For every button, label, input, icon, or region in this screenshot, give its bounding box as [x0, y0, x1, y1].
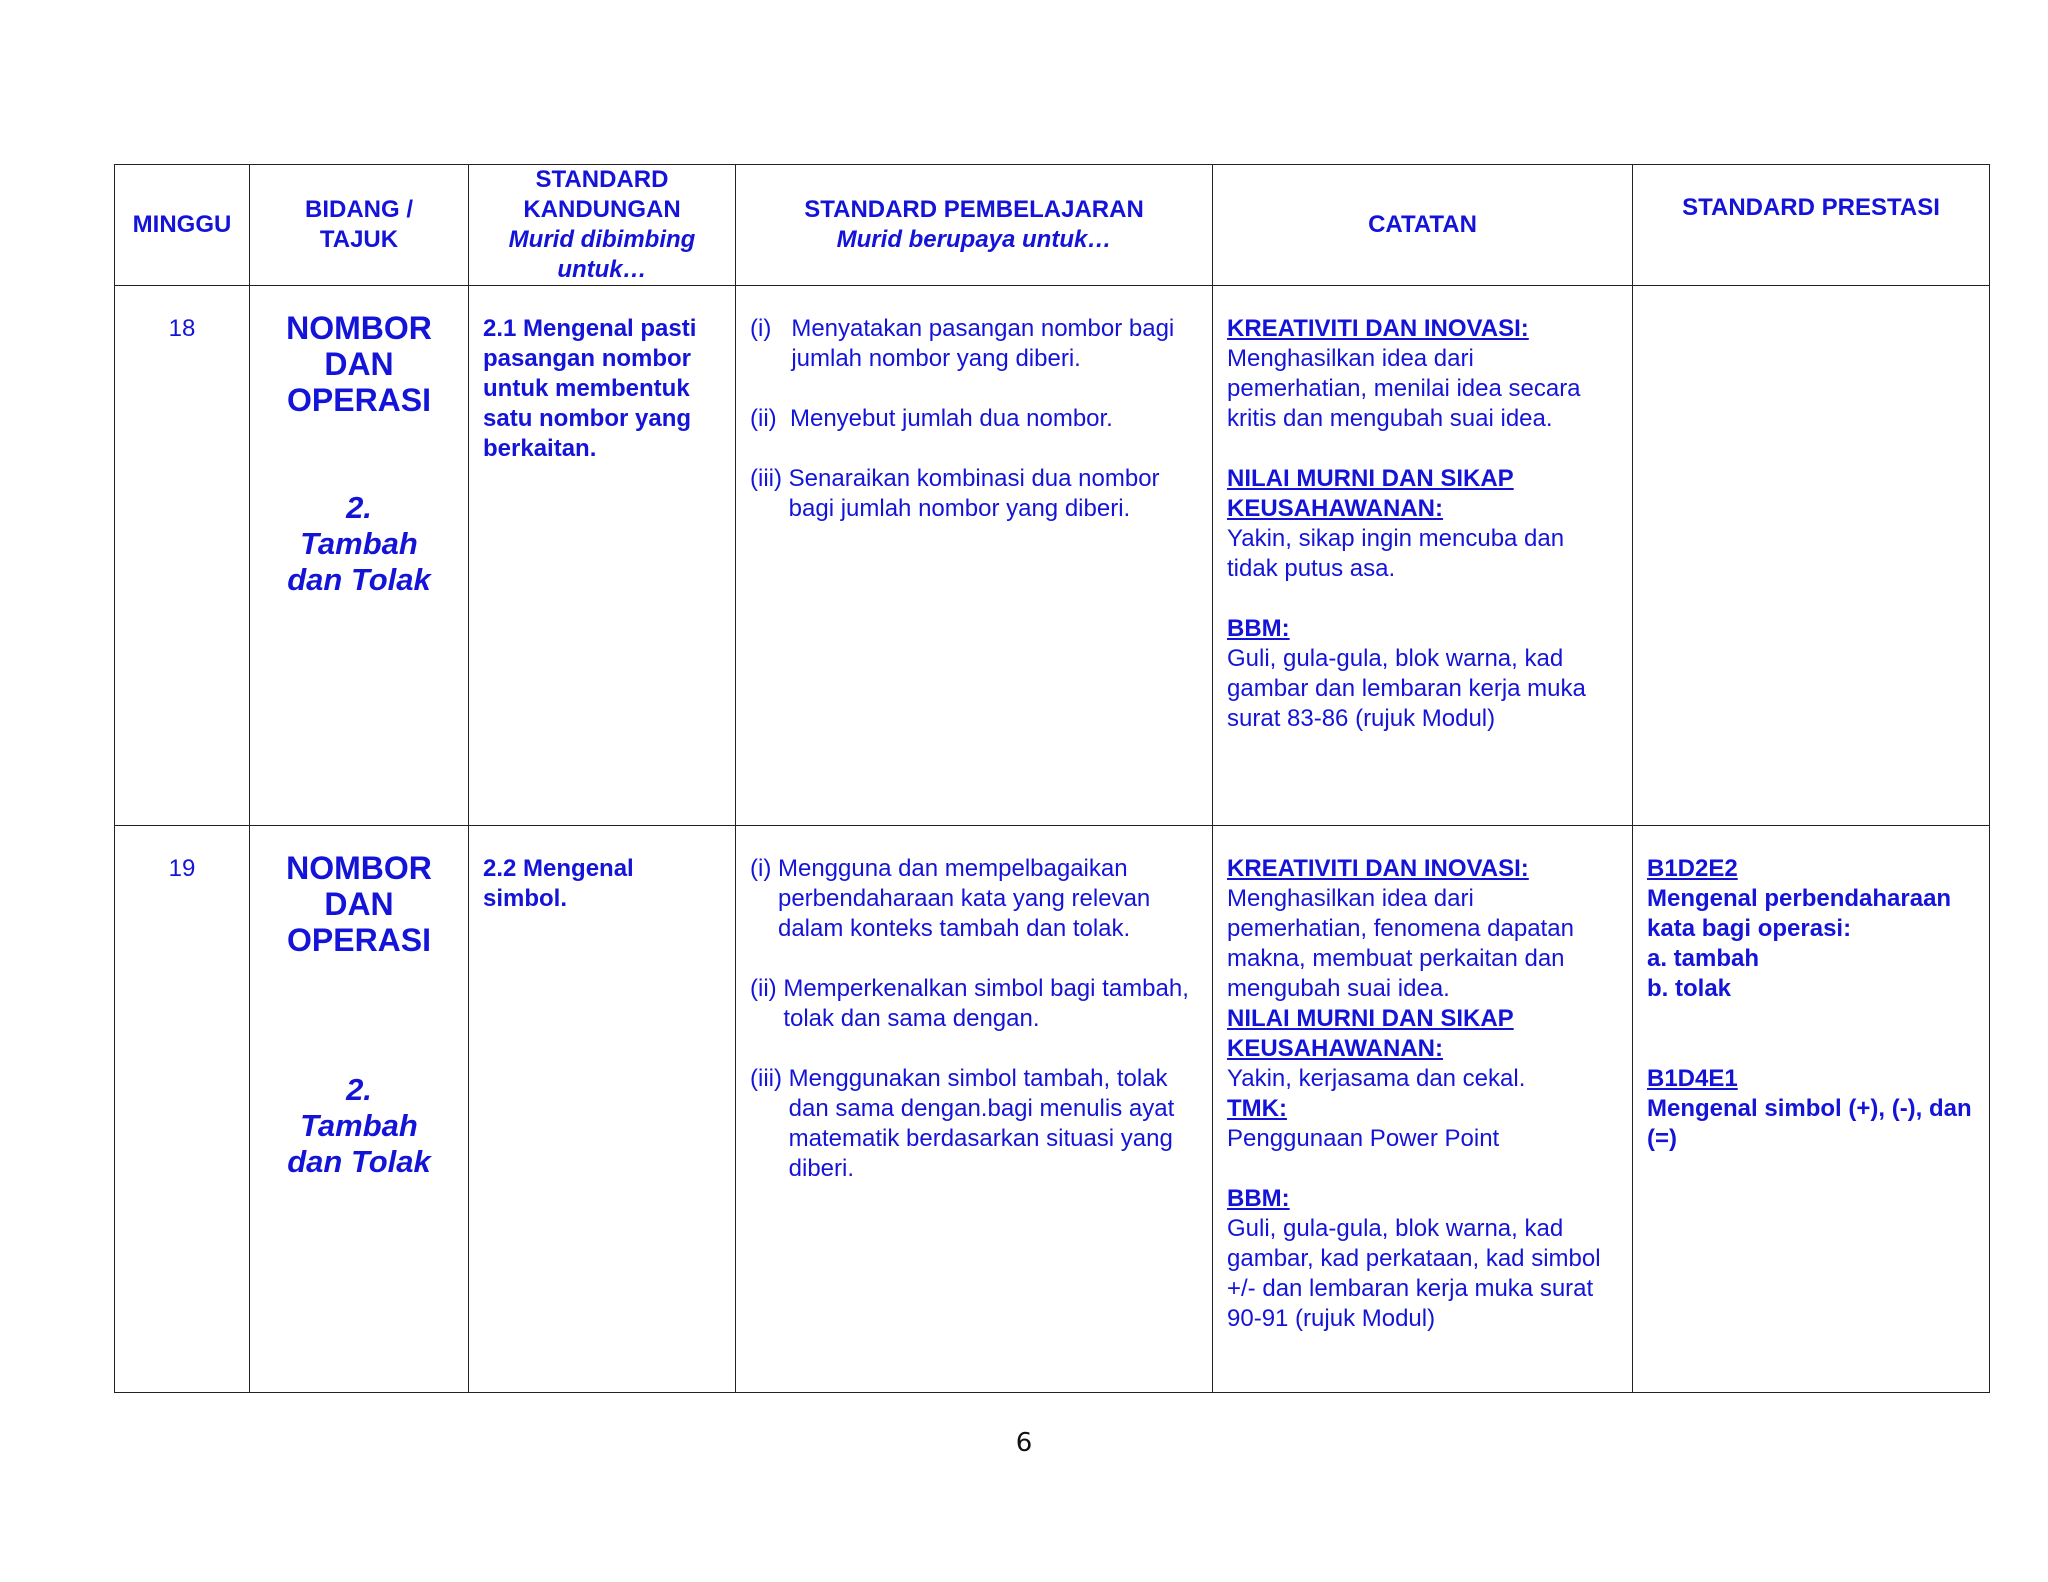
- table-row: [115, 826, 1990, 1393]
- catatan-heading: NILAI MURNI DAN SIKAP KEUSAHAWANAN:: [1227, 465, 1514, 522]
- catatan-heading: TMK:: [1227, 1095, 1287, 1122]
- standard-kandungan-cell: 2.2 Mengenal simbol.: [469, 826, 736, 1393]
- prestasi-code: B1D4E1: [1647, 1065, 1738, 1092]
- header-catatan: CATATAN: [1213, 165, 1633, 286]
- list-item: (i) Menyatakan pasangan nombor bagi jumlah nombor yang diberi.: [750, 315, 1175, 372]
- standard-pembelajaran-cell: [736, 286, 1213, 826]
- table-header-row: [115, 165, 1990, 286]
- standard-kandungan-cell: 2.1 Mengenal pasti pasangan nombor untuk membentuk satu nombor yang berkaitan.: [469, 286, 736, 826]
- minggu-cell: 18: [115, 286, 250, 826]
- catatan-heading: KREATIVITI DAN INOVASI:: [1227, 315, 1529, 342]
- subtopic-title: 2. Tambah dan Tolak: [287, 1072, 431, 1179]
- list-item: (iii) Menggunakan simbol tambah, tolak dan sama dengan.bagi menulis ayat matematik berdasarkan situasi yang diberi.: [750, 1065, 1175, 1182]
- list-item: (ii) Menyebut jumlah dua nombor.: [750, 405, 1113, 432]
- lesson-plan-table: [114, 164, 1990, 1393]
- prestasi-code: B1D2E2: [1647, 855, 1738, 882]
- header-standard-prestasi: STANDARD PRESTASI: [1633, 165, 1990, 286]
- header-standard-pembelajaran: STANDARD PEMBELAJARAN Murid berupaya untuk…: [736, 165, 1213, 286]
- catatan-cell: KREATIVITI DAN INOVASI: Menghasilkan idea dari pemerhatian, menilai idea secara kritis dan mengubah suai idea. NILAI MURNI DAN SIKAP KEUSAHAWANAN: Yakin, sikap ingin mencuba dan tidak putus asa. BBM: Guli, gula-gula, blok warna, kad gambar dan lembaran kerja muka surat 83-86 (rujuk Modul): [1213, 286, 1633, 826]
- header-minggu: MINGGU: [115, 165, 250, 286]
- catatan-heading: NILAI MURNI DAN SIKAP KEUSAHAWANAN:: [1227, 1005, 1514, 1062]
- catatan-heading: BBM:: [1227, 1185, 1290, 1212]
- header-standard-kandungan: STANDARD KANDUNGAN Murid dibimbing untuk…: [469, 165, 736, 286]
- subtopic-title: 2. Tambah dan Tolak: [287, 490, 431, 597]
- table-row: [115, 286, 1990, 826]
- page-number: 6: [1015, 1428, 1033, 1458]
- list-item: (i) Mengguna dan mempelbagaikan perbendaharaan kata yang relevan dalam konteks tambah dan tolak.: [750, 855, 1151, 942]
- topic-title: NOMBOR DAN OPERASI: [286, 850, 432, 958]
- catatan-heading: KREATIVITI DAN INOVASI:: [1227, 855, 1529, 882]
- catatan-heading: BBM:: [1227, 615, 1290, 642]
- prestasi-cell: B1D2E2 Mengenal perbendaharaan kata bagi operasi: a. tambah b. tolak B1D4E1 Mengenal simbol (+), (-), dan (=): [1633, 826, 1990, 1393]
- catatan-cell: KREATIVITI DAN INOVASI: Menghasilkan idea dari pemerhatian, fenomena dapatan makna, membuat perkaitan dan mengubah suai idea. NILAI MURNI DAN SIKAP KEUSAHAWANAN: Yakin, kerjasama dan cekal. TMK: Penggunaan Power Point BBM: Guli, gula-gula, blok warna, kad gambar, kad perkataan, kad simbol +/- dan lembaran kerja muka surat 90-91 (rujuk Modul): [1213, 826, 1633, 1393]
- header-bidang: BIDANG / TAJUK: [250, 165, 469, 286]
- topic-cell: [250, 826, 469, 1393]
- prestasi-cell: [1633, 286, 1990, 826]
- topic-cell: [250, 286, 469, 826]
- list-item: (iii) Senaraikan kombinasi dua nombor bagi jumlah nombor yang diberi.: [750, 465, 1160, 522]
- standard-pembelajaran-cell: [736, 826, 1213, 1393]
- minggu-cell: 19: [115, 826, 250, 1393]
- topic-title: NOMBOR DAN OPERASI: [286, 310, 432, 418]
- list-item: (ii) Memperkenalkan simbol bagi tambah, tolak dan sama dengan.: [750, 975, 1189, 1032]
